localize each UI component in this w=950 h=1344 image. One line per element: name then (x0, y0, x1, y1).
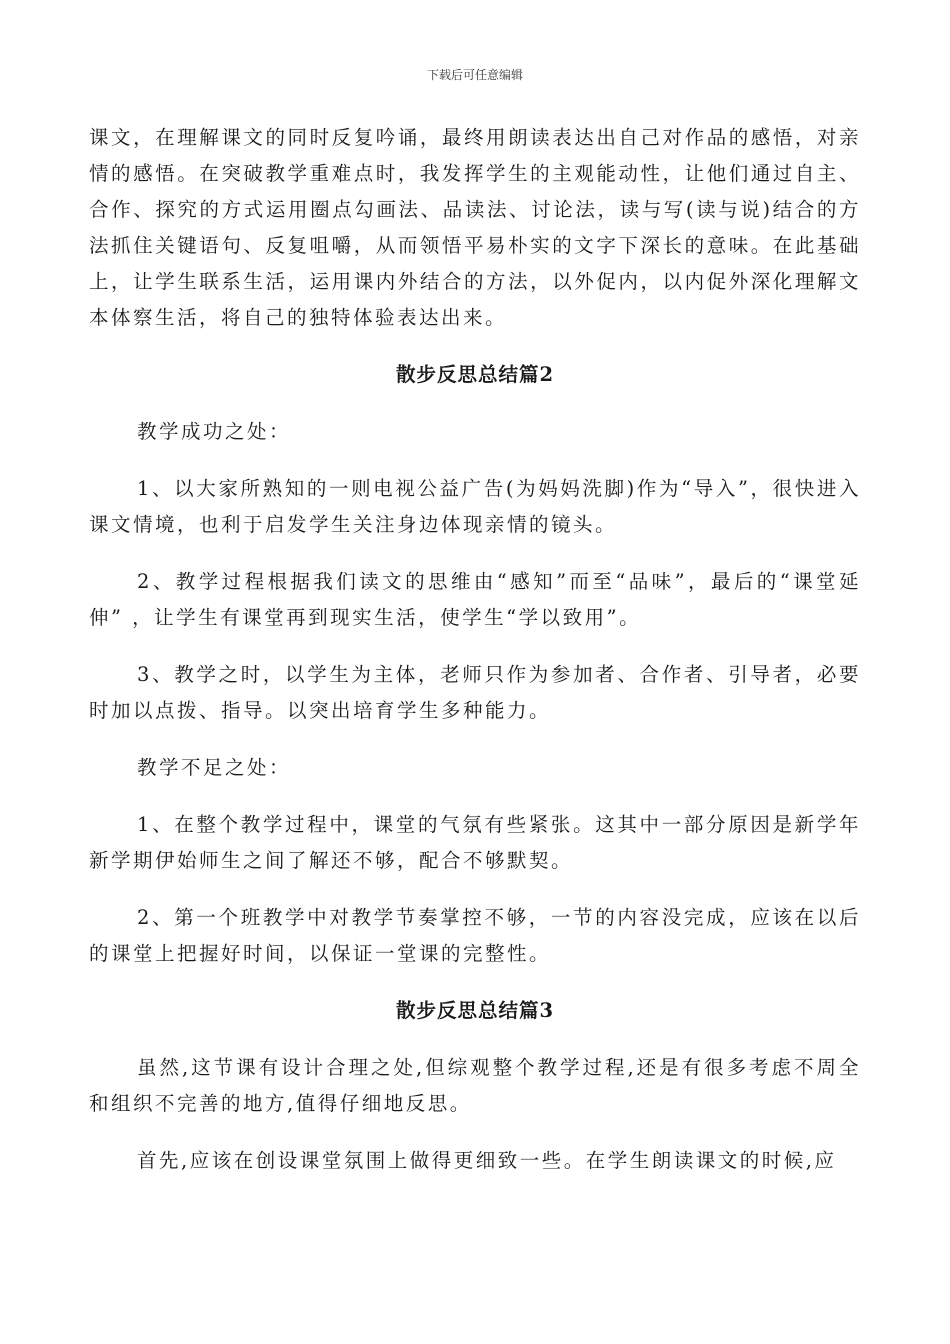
page-header: 下载后可任意编辑 (426, 68, 523, 82)
document-body (89, 120, 861, 1179)
paragraph: 教学不足之处： (137, 756, 292, 779)
paragraph: 3、教学之时，以学生为主体，老师只作为参加者、合作者、引导者，必要时加以点拨、指导。以突出培育学生多种能力。 (89, 663, 861, 722)
paragraph: 虽然,这节课有设计合理之处,但综观整个教学过程,还是有很多考虑不周全和组织不完善的地方,值得仔细地反思。 (89, 1056, 861, 1115)
section-title-2: 散步反思总结篇2 (395, 363, 555, 386)
section-title-3: 散步反思总结篇3 (395, 999, 555, 1022)
paragraph: 1、在整个教学过程中，课堂的气氛有些紧张。这其中一部分原因是新学年新学期伊始师生之间了解还不够，配合不够默契。 (89, 813, 861, 872)
paragraph: 2、第一个班教学中对教学节奏掌控不够，一节的内容没完成，应该在以后的课堂上把握好时间，以保证一堂课的完整性。 (89, 906, 861, 965)
paragraph: 首先,应该在创设课堂氛围上做得更细致一些。在学生朗读课文的时候,应 (137, 1149, 837, 1172)
paragraph: 教学成功之处： (137, 420, 292, 443)
paragraph: 1、以大家所熟知的一则电视公益广告(为妈妈洗脚)作为“导入”，很快进入课文情境，也利于启发学生关注身边体现亲情的镜头。 (89, 477, 861, 536)
paragraph: 课文，在理解课文的同时反复吟诵，最终用朗读表达出自己对作品的感悟，对亲情的感悟。在突破教学重难点时，我发挥学生的主观能动性，让他们通过自主、合作、探究的方式运用圈点勾画法、品读法、讨论法，读与写(读与说)结合的方法抓住关键语句、反复咀嚼，从而领悟平易朴实的文字下深长的意味。在此基础上，让学生联系生活，运用课内外结合的方法，以外促内，以内促外深化理解文本体察生活，将自己的独特体验表达出来。 (89, 126, 861, 329)
paragraph: 2、教学过程根据我们读文的思维由“感知”而至“品味”，最后的“课堂延伸” ，让学生有课堂再到现实生活，使学生“学以致用”。 (89, 570, 861, 629)
